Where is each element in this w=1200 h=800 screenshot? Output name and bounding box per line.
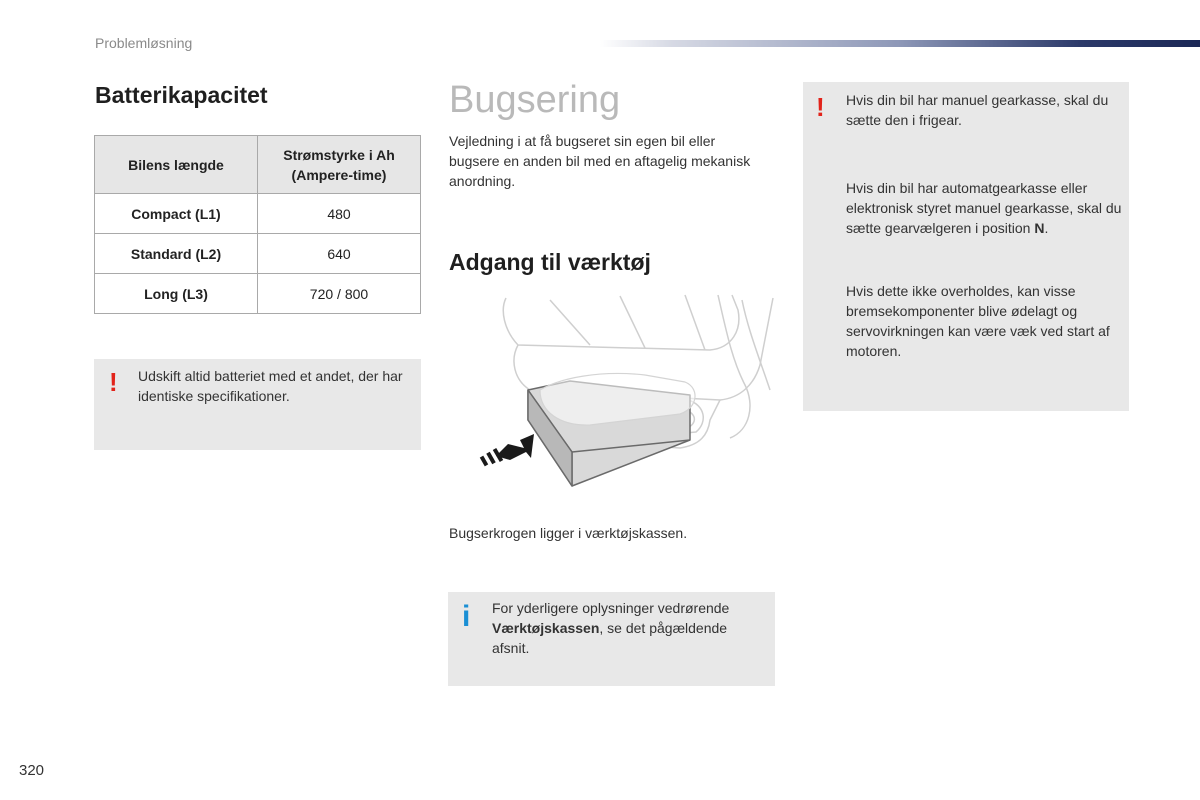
table-cell-model: Standard (L2) [95, 234, 258, 274]
table-header-length: Bilens længde [95, 136, 258, 194]
table-cell-value: 720 / 800 [258, 274, 421, 314]
info-text-after: , se det pågældende afsnit. [492, 620, 728, 656]
gearbox-para-automatic-end: . [1044, 220, 1049, 236]
table-header-capacity [258, 136, 421, 194]
info-text [492, 598, 762, 658]
table-header-row [95, 136, 421, 194]
table-row [95, 194, 421, 234]
table-cell-value: 640 [258, 234, 421, 274]
gearbox-para-consequence: Hvis dette ikke overholdes, kan visse bremsekomponenter blive ødelagt og servovirkningen kan være væk ved start af motoren. [846, 283, 1110, 359]
page-number: 320 [19, 762, 45, 779]
towing-intro: Vejledning i at få bugseret sin egen bil eller bugsere en anden bil med en aftagelig mekanisk anordning. [449, 133, 751, 189]
table-cell-value: 480 [258, 194, 421, 234]
towing-title: Bugsering [449, 79, 621, 121]
info-text-before: For yderligere oplysninger vedrørende [492, 600, 730, 616]
table-row [95, 234, 421, 274]
toolbox-caption: Bugserkrogen ligger i værktøjskassen. [449, 525, 688, 541]
gearbox-para-automatic-text: Hvis din bil har automatgearkasse eller elektronisk styret manuel gearkasse, skal du sætte gearvælgeren i position [846, 180, 1122, 236]
battery-title: Batterikapacitet [95, 82, 268, 108]
gearbox-para-manual: Hvis din bil har manuel gearkasse, skal du sætte den i frigear. [846, 92, 1109, 128]
gearbox-position-n: N [1034, 220, 1045, 236]
table-cell-model: Compact (L1) [95, 194, 258, 234]
table-header-capacity-line2: (Ampere-time) [291, 166, 387, 183]
header-bar [600, 40, 1200, 47]
table-header-capacity-line1: Strømstyrke i Ah [283, 146, 395, 163]
gearbox-warning-box [803, 82, 1129, 411]
tools-title: Adgang til værktøj [449, 249, 651, 275]
warning-icon: ! [109, 367, 118, 397]
info-box [448, 592, 775, 686]
battery-warning-box [94, 359, 421, 450]
table-row [95, 274, 421, 314]
toolbox-illustration [470, 290, 780, 495]
info-icon: i [462, 600, 471, 633]
battery-table [94, 135, 421, 314]
gearbox-para-automatic [846, 178, 1124, 238]
warning-icon: ! [816, 92, 825, 122]
table-cell-model: Long (L3) [95, 274, 258, 314]
battery-warning-text: Udskift altid batteriet med et andet, der har identiske specifikationer. [138, 368, 403, 404]
info-text-bold: Værktøjskassen [492, 620, 600, 636]
section-header: Problemløsning [95, 35, 193, 51]
